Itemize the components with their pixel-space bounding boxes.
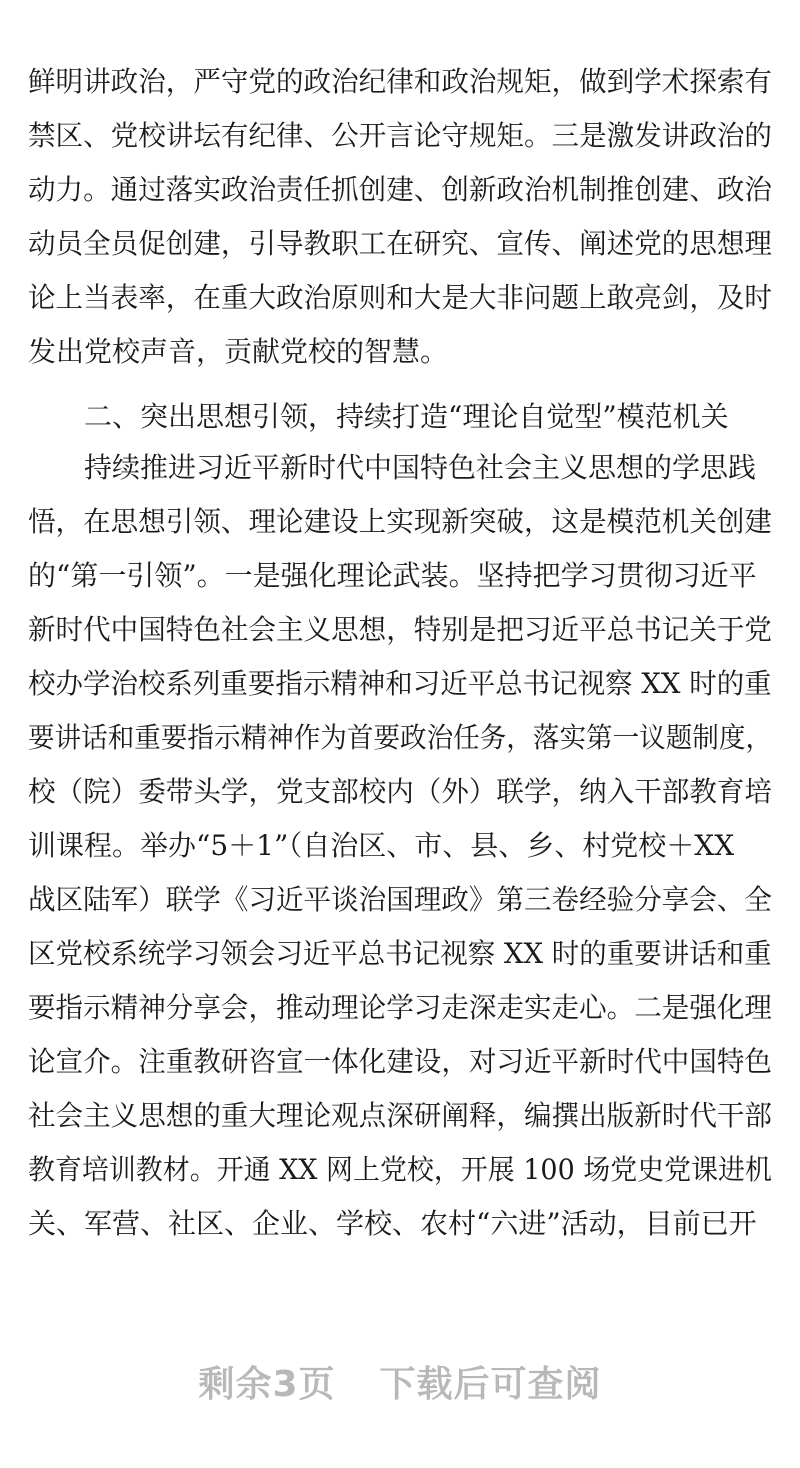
text-line: 的“第一引领”。一是强化理论武装。坚持把学习贯彻习近平 bbox=[28, 559, 757, 592]
text-line: 校办学治校系列重要指示精神和习近平总书记视察 XX 时的重 bbox=[28, 667, 772, 700]
text-line: 鲜明讲政治，严守党的政治纪律和政治规矩，做到学术探索有 bbox=[28, 65, 772, 98]
text-line: 训课程。举办“5＋1”（自治区、市、县、乡、村党校＋XX bbox=[28, 829, 735, 862]
section-heading: 二、突出思想引领，持续打造“理论自觉型”模范机关 bbox=[84, 400, 729, 433]
text-line: 社会主义思想的重大理论观点深研阐释，编撰出版新时代干部 bbox=[28, 1099, 772, 1132]
text-line: 要指示精神分享会，推动理论学习走深走实走心。二是强化理 bbox=[28, 991, 772, 1024]
text-line: 战区陆军）联学《习近平谈治国理政》第三卷经验分享会、全 bbox=[28, 883, 772, 916]
paragraph-start-line: 持续推进习近平新时代中国特色社会主义思想的学思践 bbox=[84, 451, 757, 484]
download-to-view-label: 下载后可查阅 bbox=[379, 1364, 602, 1405]
text-line: 教育培训教材。开通 XX 网上党校，开展 100 场党史党课进机 bbox=[28, 1153, 772, 1186]
text-line: 发出党校声音，贡献党校的智慧。 bbox=[28, 335, 449, 368]
text-line: 论上当表率，在重大政治原则和大是大非问题上敢亮剑，及时 bbox=[28, 281, 772, 314]
download-prompt[interactable] bbox=[0, 1360, 800, 1410]
text-line: 悟，在思想引领、理论建设上实现新突破，这是模范机关创建 bbox=[28, 505, 772, 538]
text-line: 动力。通过落实政治责任抓创建、创新政治机制推创建、政治 bbox=[28, 173, 772, 206]
text-line: 校（院）委带头学，党支部校内（外）联学，纳入干部教育培 bbox=[28, 775, 772, 808]
text-line: 新时代中国特色社会主义思想，特别是把习近平总书记关于党 bbox=[28, 613, 772, 646]
text-line: 禁区、党校讲坛有纪律、公开言论守规矩。三是激发讲政治的 bbox=[28, 119, 772, 152]
text-line: 动员全员促创建，引导教职工在研究、宣传、阐述党的思想理 bbox=[28, 227, 772, 260]
text-line: 要讲话和重要指示精神作为首要政治任务，落实第一议题制度， bbox=[28, 721, 773, 754]
text-line: 关、军营、社区、企业、学校、农村“六进”活动，目前已开 bbox=[28, 1207, 757, 1240]
remaining-pages-label: 剩余3页 bbox=[198, 1364, 336, 1405]
text-line: 区党校系统学习领会习近平总书记视察 XX 时的重要讲话和重 bbox=[28, 937, 772, 970]
text-line: 论宣介。注重教研咨宣一体化建设，对习近平新时代中国特色 bbox=[28, 1045, 772, 1078]
